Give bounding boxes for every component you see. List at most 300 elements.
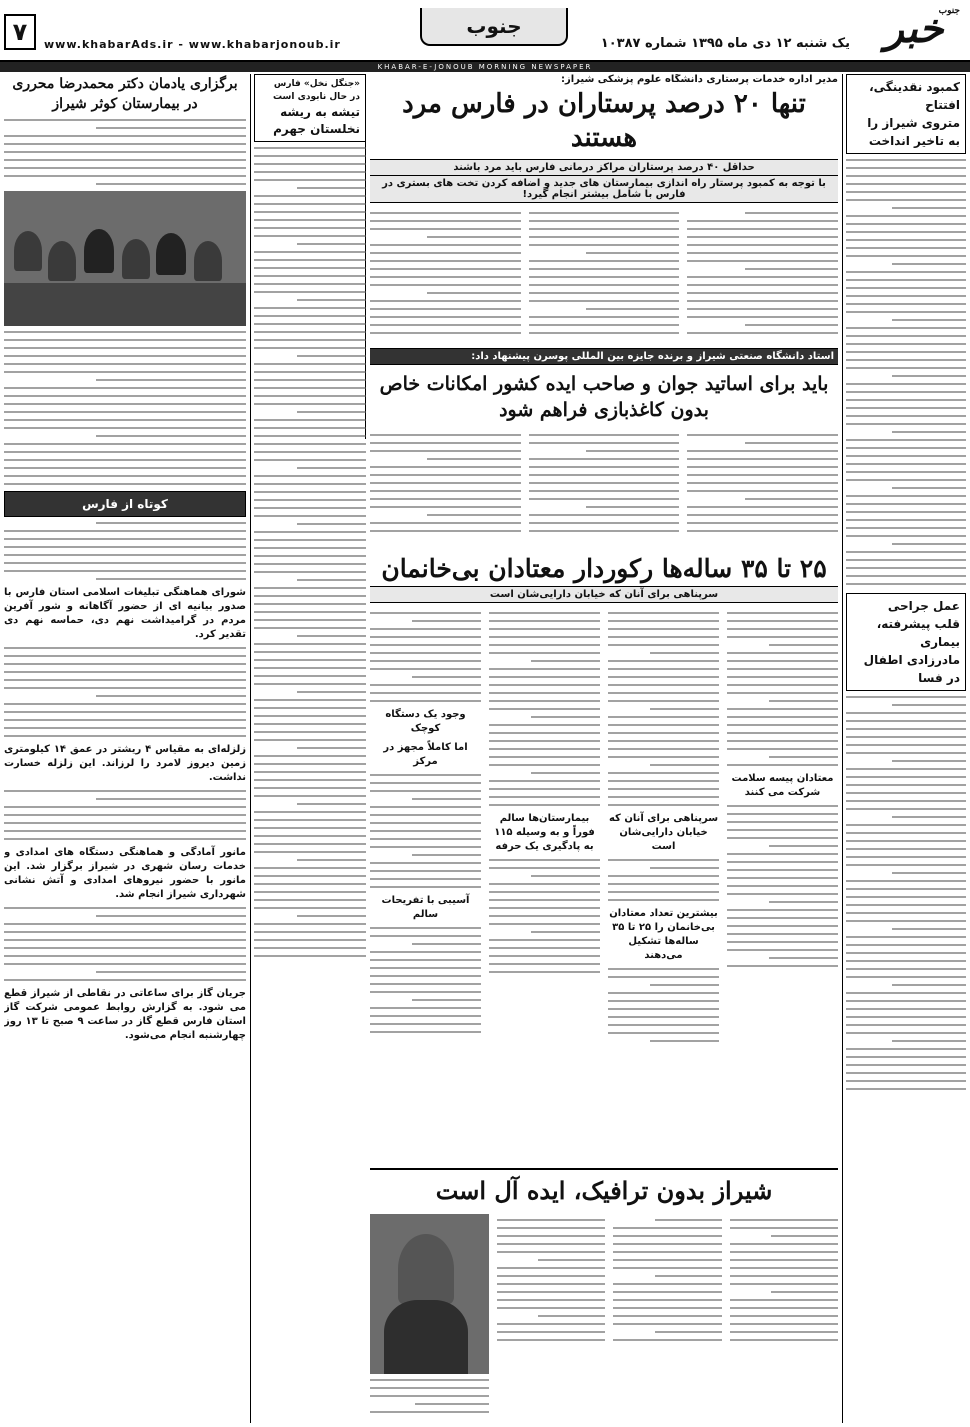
- text-line: [727, 965, 838, 967]
- page-number: ۷: [4, 14, 36, 50]
- third-body-col: [727, 612, 838, 766]
- text-line: [687, 332, 838, 334]
- text-line: [892, 487, 966, 489]
- left-headline: برگزاری یادمان دکتر محمدرضا محرری در بیمارستان کوثر شیراز: [12, 76, 238, 112]
- text-line: [497, 1275, 605, 1277]
- text-line: [846, 415, 966, 417]
- text-line: [254, 571, 366, 573]
- inline-subhead: وجود یک دستگاه کوچک: [385, 709, 466, 734]
- text-line: [745, 498, 838, 500]
- text-line: [412, 620, 481, 622]
- text-line: [4, 135, 246, 137]
- text-line: [586, 252, 679, 254]
- text-line: [846, 215, 966, 217]
- text-line: [529, 498, 680, 500]
- text-line: [254, 403, 366, 405]
- text-line: [727, 805, 838, 807]
- text-line: [254, 755, 366, 757]
- text-line: [529, 236, 680, 238]
- text-line: [687, 530, 838, 532]
- text-line: [846, 776, 966, 778]
- text-line: [608, 859, 719, 861]
- text-line: [489, 804, 600, 806]
- text-line: [687, 236, 838, 238]
- text-line: [846, 551, 966, 553]
- text-line: [254, 155, 366, 157]
- text-line: [846, 303, 966, 305]
- text-line: [370, 878, 481, 880]
- text-line: [4, 530, 246, 532]
- text-line: [608, 796, 719, 798]
- text-line: [497, 1331, 605, 1333]
- short-news-item: مانور آمادگی و هماهنگی دستگاه های امدادی و خدمات رسان شهری در شیراز برگزار شد. این مانور با حضور نیروهای امدادی و آتش نشانی شهرداری شیراز انجام شد.: [4, 847, 246, 900]
- text-line: [846, 832, 966, 834]
- fourth-body-col: [730, 1214, 838, 1419]
- text-line: [497, 1307, 605, 1309]
- text-line: [608, 1032, 719, 1034]
- text-line: [4, 363, 246, 365]
- text-line: [427, 292, 520, 294]
- text-line: [254, 251, 366, 253]
- text-line: [687, 506, 838, 508]
- inline-subhead: اما کاملاً مجهز در مرکز: [383, 742, 468, 767]
- text-line: [529, 332, 680, 334]
- text-line: [412, 854, 481, 856]
- text-line: [4, 119, 246, 121]
- text-line: [370, 700, 481, 702]
- text-line: [529, 220, 680, 222]
- text-line: [370, 498, 521, 500]
- text-line: [846, 992, 966, 994]
- text-line: [727, 716, 838, 718]
- fourth-body-col: [613, 1214, 721, 1419]
- text-line: [846, 527, 966, 529]
- text-line: [4, 355, 246, 357]
- text-line: [4, 347, 246, 349]
- text-line: [489, 628, 600, 630]
- text-line: [254, 451, 366, 453]
- text-line: [608, 668, 719, 670]
- text-line: [254, 555, 366, 557]
- text-line: [531, 931, 600, 933]
- third-article: [370, 552, 838, 1162]
- text-line: [846, 904, 966, 906]
- text-line: [892, 816, 966, 818]
- text-line: [529, 316, 680, 318]
- text-line: [846, 511, 966, 513]
- text-line: [730, 1307, 838, 1309]
- text-line: [687, 292, 838, 294]
- text-line: [489, 883, 600, 885]
- text-line: [613, 1251, 721, 1253]
- text-line: [4, 483, 246, 485]
- text-line: [730, 1299, 838, 1301]
- text-line: [4, 371, 246, 373]
- text-line: [489, 740, 600, 742]
- second-body-col: [370, 429, 521, 538]
- article-body-text: [4, 119, 246, 185]
- text-line: [4, 822, 246, 824]
- text-line: [846, 271, 966, 273]
- text-line: [254, 587, 366, 589]
- text-line: [608, 1016, 719, 1018]
- text-line: [769, 700, 838, 702]
- text-line: [727, 821, 838, 823]
- text-line: [846, 335, 966, 337]
- text-line: [370, 870, 481, 872]
- text-line: [846, 824, 966, 826]
- text-line: [531, 772, 600, 774]
- text-line: [370, 228, 521, 230]
- text-line: [370, 466, 521, 468]
- text-line: [370, 530, 521, 532]
- text-line: [427, 458, 520, 460]
- text-line: [769, 845, 838, 847]
- text-line: [846, 471, 966, 473]
- text-line: [608, 1000, 719, 1002]
- text-line: [846, 503, 966, 505]
- section-tab: جنوب: [420, 8, 568, 46]
- text-line: [846, 423, 966, 425]
- lead-headline: تنها ۲۰ درصد پرستاران در فارس مرد هستند: [402, 89, 806, 153]
- text-line: [727, 740, 838, 742]
- text-line: [412, 999, 481, 1001]
- text-line: [489, 732, 600, 734]
- text-line: [254, 851, 366, 853]
- text-line: [730, 1275, 838, 1277]
- text-line: [370, 886, 481, 888]
- text-line: [96, 522, 246, 524]
- third-headline: ۲۵ تا ۳۵ ساله‌ها رکوردار معتادان بی‌خانمان: [381, 554, 827, 583]
- text-line: [892, 872, 966, 874]
- text-line: [96, 379, 246, 381]
- text-line: [892, 928, 966, 930]
- text-line: [4, 907, 246, 909]
- text-line: [412, 676, 481, 678]
- text-line: [370, 838, 481, 840]
- text-line: [370, 442, 521, 444]
- text-line: [727, 877, 838, 879]
- text-line: [769, 901, 838, 903]
- text-line: [531, 875, 600, 877]
- text-line: [254, 835, 366, 837]
- text-line: [297, 243, 366, 245]
- text-line: [846, 391, 966, 393]
- text-line: [497, 1235, 605, 1237]
- text-line: [254, 771, 366, 773]
- lead-article: [370, 74, 838, 344]
- text-line: [608, 692, 719, 694]
- text-line: [727, 813, 838, 815]
- text-line: [297, 579, 366, 581]
- text-line: [4, 570, 246, 572]
- text-line: [489, 612, 600, 614]
- text-line: [846, 1056, 966, 1058]
- text-line: [586, 308, 679, 310]
- text-line: [370, 1395, 489, 1397]
- text-line: [4, 387, 246, 389]
- text-line: [745, 324, 838, 326]
- text-line: [370, 684, 481, 686]
- text-line: [254, 363, 366, 365]
- text-line: [4, 923, 246, 925]
- text-line: [489, 859, 600, 861]
- text-line: [254, 171, 366, 173]
- text-line: [254, 219, 366, 221]
- website-urls[interactable]: www.khabarAds.ir - www.khabarjonoub.ir: [44, 38, 341, 51]
- short-news-item: شورای هماهنگی تبلیغات اسلامی استان فارس با صدور بیانیه ای از حضور آگاهانه و شور آفرین مردم در گرامیداشت نهم دی، حماسه نهم دی تقدیر کرد.: [4, 587, 246, 640]
- text-line: [254, 323, 366, 325]
- text-line: [370, 846, 481, 848]
- text-line: [846, 327, 966, 329]
- text-line: [297, 187, 366, 189]
- text-line: [489, 764, 600, 766]
- text-line: [489, 907, 600, 909]
- text-line: [370, 316, 521, 318]
- text-line: [254, 939, 366, 941]
- text-line: [254, 627, 366, 629]
- text-line: [4, 963, 246, 965]
- text-line: [846, 896, 966, 898]
- text-line: [370, 774, 481, 776]
- text-line: [769, 644, 838, 646]
- text-line: [96, 578, 246, 580]
- text-line: [846, 359, 966, 361]
- text-line: [4, 538, 246, 540]
- text-line: [4, 671, 246, 673]
- text-line: [254, 707, 366, 709]
- text-line: [4, 331, 246, 333]
- text-line: [846, 768, 966, 770]
- text-line: [846, 519, 966, 521]
- text-line: [608, 1008, 719, 1010]
- text-line: [771, 1291, 838, 1293]
- text-line: [96, 798, 246, 800]
- text-line: [846, 728, 966, 730]
- text-line: [489, 724, 600, 726]
- text-line: [846, 952, 966, 954]
- text-line: [608, 899, 719, 901]
- text-line: [254, 387, 366, 389]
- text-line: [4, 403, 246, 405]
- third-body-col: [370, 612, 481, 702]
- text-line: [370, 284, 521, 286]
- text-line: [892, 431, 966, 433]
- text-line: [846, 1048, 966, 1050]
- text-line: [4, 719, 246, 721]
- text-line: [727, 941, 838, 943]
- text-line: [655, 1275, 722, 1277]
- text-line: [254, 819, 366, 821]
- text-line: [254, 763, 366, 765]
- text-line: [727, 684, 838, 686]
- text-line: [529, 482, 680, 484]
- text-line: [254, 651, 366, 653]
- text-line: [892, 1040, 966, 1042]
- text-line: [730, 1331, 838, 1333]
- text-line: [254, 163, 366, 165]
- text-line: [96, 695, 246, 697]
- text-line: [687, 434, 838, 436]
- text-line: [370, 1015, 481, 1017]
- logo-subtext: جنوب: [938, 6, 960, 16]
- text-line: [96, 127, 246, 129]
- text-line: [254, 547, 366, 549]
- text-line: [608, 676, 719, 678]
- text-line: [892, 319, 966, 321]
- text-line: [730, 1323, 838, 1325]
- text-line: [687, 220, 838, 222]
- text-line: [846, 1016, 966, 1018]
- text-line: [254, 339, 366, 341]
- second-body-col: [529, 429, 680, 538]
- text-line: [4, 806, 246, 808]
- text-line: [586, 506, 679, 508]
- text-line: [254, 459, 366, 461]
- text-line: [892, 263, 966, 265]
- text-line: [370, 814, 481, 816]
- text-line: [727, 885, 838, 887]
- text-line: [687, 276, 838, 278]
- text-line: [846, 1008, 966, 1010]
- text-line: [846, 792, 966, 794]
- text-line: [497, 1243, 605, 1245]
- text-line: [529, 260, 680, 262]
- text-line: [727, 829, 838, 831]
- text-line: [846, 920, 966, 922]
- text-line: [254, 491, 366, 493]
- text-line: [297, 355, 366, 357]
- text-line: [608, 740, 719, 742]
- text-line: [846, 1072, 966, 1074]
- text-line: [370, 332, 521, 334]
- text-line: [608, 724, 719, 726]
- fourth-headline: شیراز بدون ترافیک، ایده آل است: [370, 1168, 838, 1208]
- article-body-text: [846, 159, 966, 585]
- text-line: [497, 1339, 605, 1341]
- text-line: [370, 490, 521, 492]
- text-line: [254, 955, 366, 957]
- text-line: [608, 780, 719, 782]
- text-line: [730, 1251, 838, 1253]
- text-line: [846, 199, 966, 201]
- text-line: [370, 220, 521, 222]
- text-line: [254, 883, 366, 885]
- lead-body-col: [529, 207, 680, 340]
- text-line: [370, 822, 481, 824]
- text-line: [846, 752, 966, 754]
- text-line: [254, 675, 366, 677]
- text-line: [687, 308, 838, 310]
- masthead: [0, 0, 970, 62]
- text-line: [254, 419, 366, 421]
- text-line: [254, 667, 366, 669]
- column-divider: [250, 74, 251, 1423]
- text-line: [370, 652, 481, 654]
- text-line: [687, 316, 838, 318]
- text-line: [4, 143, 246, 145]
- text-line: [489, 963, 600, 965]
- text-line: [846, 559, 966, 561]
- text-line: [608, 804, 719, 806]
- text-line: [489, 971, 600, 973]
- text-line: [846, 1088, 966, 1090]
- text-line: [489, 652, 600, 654]
- text-line: [254, 683, 366, 685]
- text-line: [370, 300, 521, 302]
- text-line: [846, 383, 966, 385]
- text-line: [846, 447, 966, 449]
- headline-box-surgery: عمل جراحی قلب پیشرفته، بیماری مادرزادی اطفال در فسا: [846, 593, 966, 691]
- text-line: [370, 692, 481, 694]
- text-line: [846, 808, 966, 810]
- text-line: [254, 435, 366, 437]
- text-line: [608, 748, 719, 750]
- text-line: [489, 692, 600, 694]
- text-line: [608, 788, 719, 790]
- text-line: [254, 827, 366, 829]
- text-line: [531, 716, 600, 718]
- text-line: [650, 984, 719, 986]
- fourth-article: [370, 1168, 838, 1422]
- text-line: [529, 244, 680, 246]
- text-line: [730, 1219, 838, 1221]
- inline-subhead: سرپناهی برای آنان که خیابان دارایی‌شان است: [608, 813, 719, 852]
- text-line: [608, 1024, 719, 1026]
- text-line: [846, 744, 966, 746]
- text-line: [608, 992, 719, 994]
- text-line: [489, 700, 600, 702]
- text-line: [489, 780, 600, 782]
- text-line: [846, 976, 966, 978]
- text-line: [489, 644, 600, 646]
- text-line: [370, 482, 521, 484]
- text-line: [370, 959, 481, 961]
- text-line: [846, 583, 966, 585]
- text-line: [846, 223, 966, 225]
- text-line: [846, 736, 966, 738]
- text-line: [489, 899, 600, 901]
- text-line: [415, 1403, 489, 1405]
- text-line: [297, 803, 366, 805]
- text-line: [254, 899, 366, 901]
- text-line: [254, 843, 366, 845]
- text-line: [727, 732, 838, 734]
- text-line: [4, 562, 246, 564]
- text-line: [846, 800, 966, 802]
- text-line: [96, 971, 246, 973]
- text-line: [370, 260, 521, 262]
- text-line: [538, 1315, 605, 1317]
- text-line: [254, 211, 366, 213]
- text-line: [730, 1259, 838, 1261]
- text-line: [846, 343, 966, 345]
- text-line: [846, 159, 966, 161]
- text-line: [489, 947, 600, 949]
- text-line: [370, 506, 521, 508]
- text-line: [254, 235, 366, 237]
- text-line: [4, 451, 246, 453]
- text-line: [497, 1251, 605, 1253]
- text-line: [370, 1379, 489, 1381]
- text-line: [529, 442, 680, 444]
- text-line: [846, 880, 966, 882]
- text-line: [4, 459, 246, 461]
- text-line: [531, 660, 600, 662]
- text-line: [727, 893, 838, 895]
- text-line: [254, 427, 366, 429]
- text-line: [370, 276, 521, 278]
